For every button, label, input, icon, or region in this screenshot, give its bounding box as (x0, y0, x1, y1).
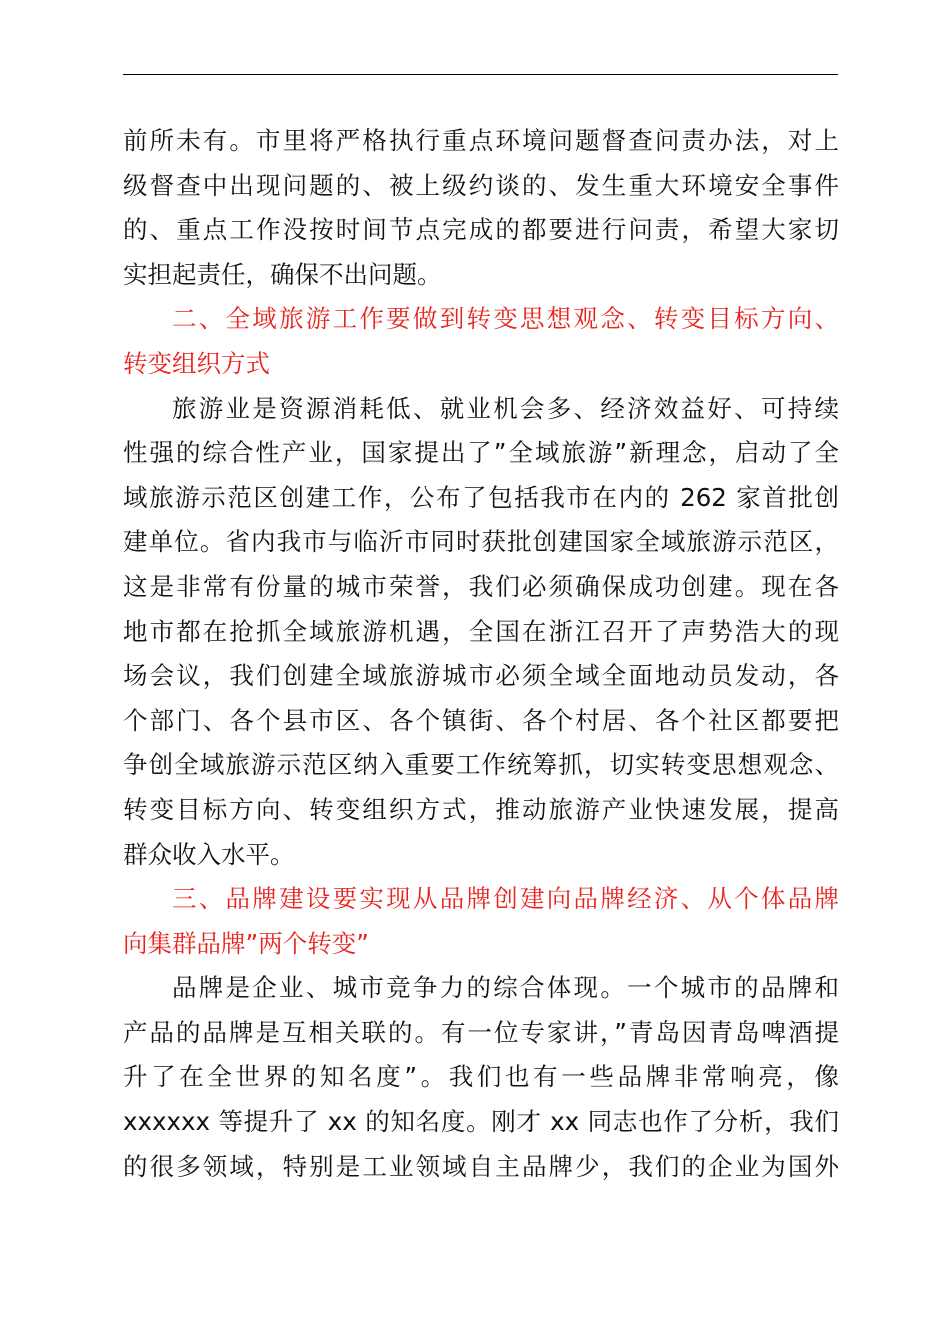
section-heading-line: 转变组织方式 (123, 348, 270, 378)
text-line: 的很多领域，特别是工业领域自主品牌少，我们的企业为国外 (123, 1151, 839, 1181)
text-line: 域旅游示范区创建工作，公布了包括我市在内的 262 家首批创 (123, 482, 839, 512)
text-line: 的、重点工作没按时间节点完成的都要进行问责，希望大家切 (123, 215, 839, 245)
text-line: 前所未有。市里将严格执行重点环境问题督查问责办法，对上 (123, 126, 839, 155)
text-line: 场会议，我们创建全域旅游城市必须全域全面地动员发动，各 (123, 661, 839, 691)
header-rule (123, 74, 838, 75)
text-line: 转变目标方向、转变组织方式，推动旅游产业快速发展，提高 (123, 794, 839, 824)
document-body (123, 119, 839, 1189)
text-line: 升了在全世界的知名度”。我们也有一些品牌非常响亮，像 (123, 1062, 839, 1092)
text-line: 建单位。省内我市与临沂市同时获批创建国家全域旅游示范区， (123, 527, 839, 557)
section-heading-line: 二、全域旅游工作要做到转变思想观念、转变目标方向、 (172, 304, 839, 334)
section-heading-line: 向集群品牌”两个转变” (123, 928, 369, 958)
text-line: 产品的品牌是互相关联的。有一位专家讲，”青岛因青岛啤酒提 (123, 1017, 839, 1047)
text-line: 这是非常有份量的城市荣誉，我们必须确保成功创建。现在各 (123, 571, 839, 601)
text-line: 个部门、各个县市区、各个镇街、各个村居、各个社区都要把 (123, 705, 839, 735)
text-line: 实担起责任，确保不出问题。 (123, 259, 442, 289)
text-line: 地市都在抢抓全域旅游机遇，全国在浙江召开了声势浩大的现 (123, 616, 839, 646)
text-line: 级督查中出现问题的、被上级约谈的、发生重大环境安全事件 (123, 170, 839, 200)
text-line: 性强的综合性产业，国家提出了”全域旅游”新理念，启动了全 (123, 438, 839, 468)
text-line: 品牌是企业、城市竞争力的综合体现。一个城市的品牌和 (172, 973, 839, 1003)
text-line: 争创全域旅游示范区纳入重要工作统筹抓，切实转变思想观念、 (123, 750, 839, 780)
text-line: 群众收入水平。 (123, 839, 295, 869)
text-line: xxxxxx 等提升了 xx 的知名度。刚才 xx 同志也作了分析，我们 (123, 1107, 839, 1137)
section-heading-line: 三、品牌建设要实现从品牌创建向品牌经济、从个体品牌 (172, 884, 839, 914)
text-line: 旅游业是资源消耗低、就业机会多、经济效益好、可持续 (172, 393, 839, 423)
